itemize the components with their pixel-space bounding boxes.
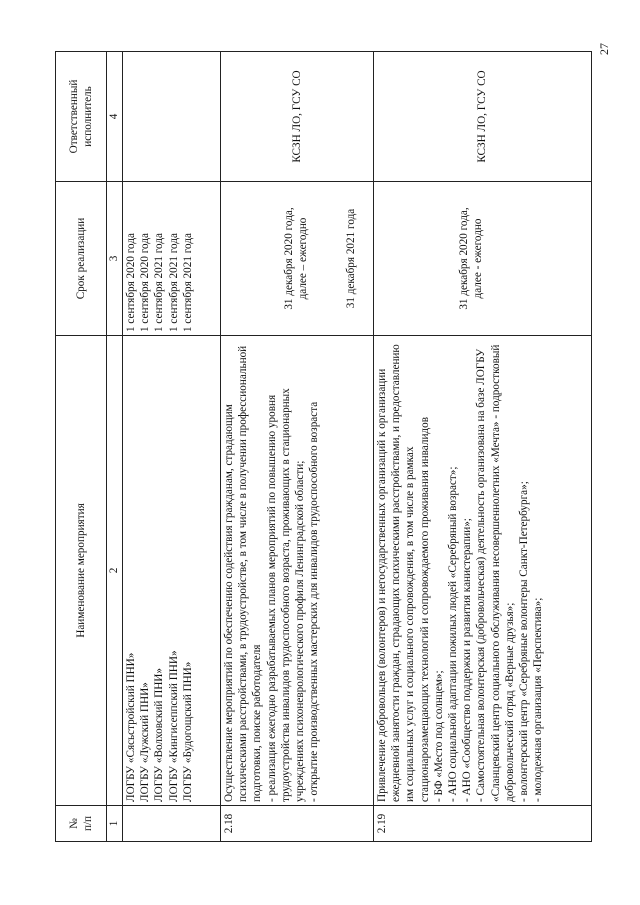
header-responsible: Ответственный исполнитель: [56, 52, 107, 182]
name-line: ЛОГБУ «Сясьстройский ПНИ»: [125, 652, 137, 802]
row-name-cell: [374, 336, 592, 806]
column-index-cell: 4: [107, 52, 123, 182]
row-term-cell: [374, 182, 592, 336]
row-number: 2.19: [374, 806, 592, 842]
name-line: - Самостоятельная волонтерская (добровольческая) деятельность организована на базе ЛОГБУ «Сланцевский центр социального обслуживания несовершеннолетних «Мечта» - подростковый добровольческий отряд «Верные друзья»;: [475, 344, 516, 802]
row-name-cell: [221, 336, 374, 806]
name-line: - реализация ежегодно разрабатываемых планов мероприятий по повышению уровня трудоустройства инвалидов трудоспособного возраста, проживающих в стационарных учреждениях психоневрологического профиля Ленинградской области;: [265, 388, 307, 802]
name-line: - АНО «Сообщество поддержки и развития канистерапии»;: [461, 518, 474, 802]
term-line: 31 декабря 2020 года,: [458, 207, 470, 310]
table-header-row: [56, 52, 107, 842]
name-line: Привлечение добровольцев (волонтеров) и негосударственных организаций к организации ежедневной занятости граждан, страдающих психическими расстройствами, и предоставлению им социальных услуг и социального сопровождения, в том числе в рамках стационарозамещающих технологий и сопровождаемого проживания инвалидов: [376, 344, 431, 802]
header-name: Наименование мероприятия: [56, 336, 107, 806]
term-line: 1 сентября 2021 года: [167, 233, 180, 332]
term-line: 1 сентября 2020 года: [125, 233, 137, 332]
page-number: 27: [597, 43, 611, 55]
column-index-cell: 3: [107, 182, 123, 336]
spacer: [310, 185, 344, 332]
row-responsible-cell: КСЗН ЛО, ГСУ СО: [374, 52, 592, 182]
rotated-page-content: [55, 52, 600, 842]
term-line: 1 сентября 2021 года: [181, 233, 194, 332]
spacer: [222, 185, 282, 332]
name-line: - волонтерский центр «Серебряные волонтеры Санкт-Петербурга»;: [518, 481, 531, 802]
row-number: 2.18: [221, 806, 374, 842]
name-line: - БФ «Место под солнцем»;: [432, 670, 445, 802]
row-term-cell: [123, 182, 221, 336]
header-num: № п/п: [56, 806, 107, 842]
column-index-row: [107, 52, 123, 842]
term-line: 31 декабря 2020 года,: [283, 207, 295, 310]
name-line: Осуществление мероприятий по обеспечению содействия гражданам, страдающим психическими расстройствами, в трудоустройстве, в том числе в получении профессиональной подготовки, поиске работодателя: [223, 345, 264, 802]
name-line: ЛОГБУ «Будогощский ПНИ»: [181, 661, 194, 802]
header-term: Срок реализации: [56, 182, 107, 336]
name-line: - молодежная организация «Перспектива»;: [532, 597, 545, 802]
row-number: [123, 806, 221, 842]
name-line: ЛОГБУ «Волховский ПНИ»: [153, 668, 166, 802]
term-line: далее – ежегодно: [297, 217, 310, 300]
measures-table: [55, 51, 592, 842]
row-responsible-cell: КСЗН ЛО, ГСУ СО: [221, 52, 374, 182]
table-row: [221, 52, 374, 842]
term-line: 31 декабря 2021 года: [345, 208, 358, 309]
term-line: 1 сентября 2021 года: [153, 233, 166, 332]
row-name-cell: [123, 336, 221, 806]
row-term-cell: [221, 182, 374, 336]
term-line: далее - ежегодно: [472, 218, 485, 299]
row-responsible-cell: [123, 52, 221, 182]
name-line: ЛОГБУ «Лужский ПНИ»: [139, 682, 152, 802]
name-line: ЛОГБУ «Кингисеппский ПНИ»: [167, 650, 180, 802]
table-row: [123, 52, 221, 842]
spacer: [375, 185, 457, 332]
term-line: 1 сентября 2020 года: [139, 233, 152, 332]
name-line: - открытие производственных мастерских для инвалидов трудоспособного возраста: [308, 401, 321, 802]
name-line: - АНО социальной адаптации пожилых людей «Серебряный возраст»;: [447, 466, 460, 802]
table-row: [374, 52, 592, 842]
column-index-cell: 2: [107, 336, 123, 806]
column-index-cell: 1: [107, 806, 123, 842]
